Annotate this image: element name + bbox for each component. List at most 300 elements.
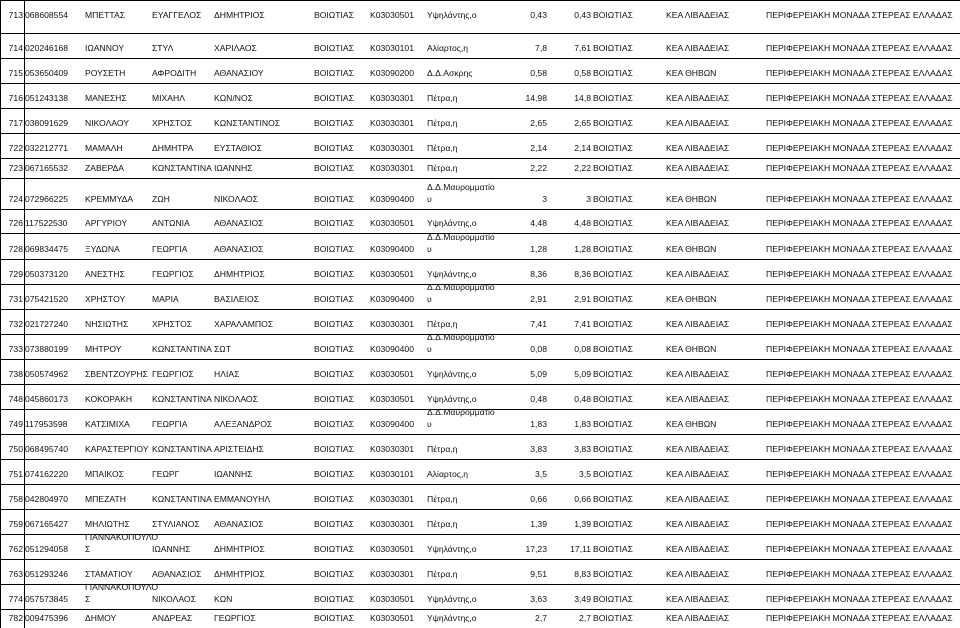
father-name-cell: ΔΗΜΗΤΡΙΟΣ	[214, 544, 265, 554]
area-value-cell: 0,43	[530, 10, 547, 20]
father-name-cell: ΑΘΑΝΑΣΙΟΣ	[214, 218, 264, 228]
first-name-cell: ΧΡΗΣΤΟΣ	[152, 319, 193, 329]
place-cell: Υψηλάντης,ο	[427, 10, 477, 20]
row-id: 717	[8, 118, 23, 128]
kea-office-cell: ΚΕΑ ΛΙΒΑΔΕΙΑΣ	[666, 163, 730, 173]
afm-cell: 050574962	[25, 369, 69, 379]
regional-unit-cell: ΒΟΙΩΤΙΑΣ	[593, 344, 633, 354]
place-cell-wrap: υ	[427, 194, 432, 204]
kea-office-cell: ΚΕΑ ΘΗΒΩΝ	[666, 68, 717, 78]
periphery-cell: ΠΕΡΙΦΕΡΕΙΑΚΗ ΜΟΝΑΔΑ ΣΤΕΡΕΑΣ ΕΛΛΑΔΑΣ	[766, 163, 953, 173]
row-id: 763	[8, 569, 23, 579]
regional-unit-cell: ΒΟΙΩΤΙΑΣ	[593, 294, 633, 304]
regional-unit-cell: ΒΟΙΩΤΙΑΣ	[593, 469, 633, 479]
community-code-cell: K03030501	[370, 218, 414, 228]
row-id: 715	[8, 68, 23, 78]
eligible-value-cell: 3,83	[574, 444, 591, 454]
periphery-cell: ΠΕΡΙΦΕΡΕΙΑΚΗ ΜΟΝΑΔΑ ΣΤΕΡΕΑΣ ΕΛΛΑΔΑΣ	[766, 93, 953, 103]
regional-unit-cell: ΒΟΙΩΤΙΑΣ	[593, 68, 633, 78]
table-row	[0, 284, 960, 309]
eligible-value-cell: 1,83	[574, 419, 591, 429]
kea-office-cell: ΚΕΑ ΛΙΒΑΔΕΙΑΣ	[666, 469, 730, 479]
prefecture-cell: ΒΟΙΩΤΙΑΣ	[314, 143, 354, 153]
surname-cell: ΙΩΑΝΝΟΥ	[85, 43, 125, 53]
eligible-value-cell: 14,8	[574, 93, 591, 103]
eligible-value-cell: 0,58	[574, 68, 591, 78]
eligible-value-cell: 0,43	[574, 10, 591, 20]
community-code-cell: K03090400	[370, 294, 414, 304]
eligible-value-cell: 8,83	[574, 569, 591, 579]
periphery-cell: ΠΕΡΙΦΕΡΕΙΑΚΗ ΜΟΝΑΔΑ ΣΤΕΡΕΑΣ ΕΛΛΑΔΑΣ	[766, 294, 953, 304]
first-name-cell: ΚΩΝΣΤΑΝΤΙΝΑ	[152, 344, 212, 354]
row-id: 726	[8, 218, 23, 228]
afm-cell: 051243138	[25, 93, 69, 103]
periphery-cell: ΠΕΡΙΦΕΡΕΙΑΚΗ ΜΟΝΑΔΑ ΣΤΕΡΕΑΣ ΕΛΛΑΔΑΣ	[766, 519, 953, 529]
community-code-cell: K03030301	[370, 519, 414, 529]
table-row	[0, 584, 960, 609]
eligible-value-cell: 2,91	[574, 294, 591, 304]
kea-office-cell: ΚΕΑ ΛΙΒΑΔΕΙΑΣ	[666, 319, 730, 329]
row-id: 774	[8, 594, 23, 604]
community-code-cell: K03030101	[370, 43, 414, 53]
area-value-cell: 0,08	[530, 344, 547, 354]
father-name-cell: ΓΕΩΡΓΙΟΣ	[214, 613, 256, 623]
kea-office-cell: ΚΕΑ ΘΗΒΩΝ	[666, 244, 717, 254]
community-code-cell: K03030301	[370, 93, 414, 103]
prefecture-cell: ΒΟΙΩΤΙΑΣ	[314, 10, 354, 20]
father-name-cell: ΕΥΣΤΑΘΙΟΣ	[214, 143, 263, 153]
table-row	[0, 459, 960, 484]
afm-cell: 051294058	[25, 544, 69, 554]
area-value-cell: 0,48	[530, 394, 547, 404]
table-row	[0, 359, 960, 384]
surname-cell: ΣΤΑΜΑΤΙΟΥ	[85, 569, 133, 579]
table-row	[0, 334, 960, 359]
first-name-cell: ΓΕΩΡΓ	[152, 469, 180, 479]
father-name-cell: ΝΙΚΟΛΑΟΣ	[214, 194, 258, 204]
first-name-cell: ΙΩΑΝΝΗΣ	[152, 544, 191, 554]
father-name-cell: ΔΗΜΗΤΡΙΟΣ	[214, 10, 265, 20]
area-value-cell: 1,28	[530, 244, 547, 254]
community-code-cell: K03030301	[370, 118, 414, 128]
periphery-cell: ΠΕΡΙΦΕΡΕΙΑΚΗ ΜΟΝΑΔΑ ΣΤΕΡΕΑΣ ΕΛΛΑΔΑΣ	[766, 569, 953, 579]
afm-cell: 021727240	[25, 319, 69, 329]
eligible-value-cell: 8,36	[574, 269, 591, 279]
row-id: 748	[8, 394, 23, 404]
row-id: 733	[8, 344, 23, 354]
table-row	[0, 108, 960, 133]
afm-cell: 068608554	[25, 10, 69, 20]
regional-unit-cell: ΒΟΙΩΤΙΑΣ	[593, 93, 633, 103]
first-name-cell: ΖΩΗ	[152, 194, 170, 204]
place-cell: Πέτρα,η	[427, 494, 458, 504]
kea-office-cell: ΚΕΑ ΛΙΒΑΔΕΙΑΣ	[666, 43, 730, 53]
row-id: 724	[8, 194, 23, 204]
prefecture-cell: ΒΟΙΩΤΙΑΣ	[314, 469, 354, 479]
kea-office-cell: ΚΕΑ ΛΙΒΑΔΕΙΑΣ	[666, 118, 730, 128]
place-cell-wrap: υ	[427, 294, 432, 304]
periphery-cell: ΠΕΡΙΦΕΡΕΙΑΚΗ ΜΟΝΑΔΑ ΣΤΕΡΕΑΣ ΕΛΛΑΔΑΣ	[766, 143, 953, 153]
kea-office-cell: ΚΕΑ ΛΙΒΑΔΕΙΑΣ	[666, 394, 730, 404]
regional-unit-cell: ΒΟΙΩΤΙΑΣ	[593, 594, 633, 604]
row-id: 723	[8, 163, 23, 173]
area-value-cell: 17,23	[525, 544, 547, 554]
area-value-cell: 8,36	[530, 269, 547, 279]
regional-unit-cell: ΒΟΙΩΤΙΑΣ	[593, 494, 633, 504]
prefecture-cell: ΒΟΙΩΤΙΑΣ	[314, 93, 354, 103]
table-row	[0, 434, 960, 459]
father-name-cell: ΔΗΜΗΤΡΙΟΣ	[214, 569, 265, 579]
father-name-cell: ΗΛΙΑΣ	[214, 369, 240, 379]
periphery-cell: ΠΕΡΙΦΕΡΕΙΑΚΗ ΜΟΝΑΔΑ ΣΤΕΡΕΑΣ ΕΛΛΑΔΑΣ	[766, 218, 953, 228]
row-id: 750	[8, 444, 23, 454]
father-name-cell: ΑΘΑΝΑΣΙΟΣ	[214, 519, 264, 529]
area-value-cell: 2,91	[530, 294, 547, 304]
kea-office-cell: ΚΕΑ ΛΙΒΑΔΕΙΑΣ	[666, 218, 730, 228]
area-value-cell: 1,39	[530, 519, 547, 529]
father-name-cell: ΙΩΑΝΝΗΣ	[214, 163, 253, 173]
prefecture-cell: ΒΟΙΩΤΙΑΣ	[314, 444, 354, 454]
row-id: 731	[8, 294, 23, 304]
afm-cell: 074162220	[25, 469, 69, 479]
surname-cell: ΝΙΚΟΛΑΟΥ	[85, 118, 130, 128]
table-row	[0, 178, 960, 209]
regional-unit-cell: ΒΟΙΩΤΙΑΣ	[593, 10, 633, 20]
afm-cell: 038091629	[25, 118, 69, 128]
place-cell: Υψηλάντης,ο	[427, 544, 477, 554]
kea-office-cell: ΚΕΑ ΛΙΒΑΔΕΙΑΣ	[666, 569, 730, 579]
place-cell: Δ.Δ.Μαυρομματίο	[427, 332, 495, 342]
eligible-value-cell: 4,48	[574, 218, 591, 228]
community-code-cell: K03030301	[370, 143, 414, 153]
row-id: 713	[8, 10, 23, 20]
surname-cell-wrap: Σ	[85, 544, 91, 554]
kea-office-cell: ΚΕΑ ΛΙΒΑΔΕΙΑΣ	[666, 10, 730, 20]
area-value-cell: 5,09	[530, 369, 547, 379]
table-row	[0, 0, 960, 25]
community-code-cell: K03030301	[370, 494, 414, 504]
surname-cell: ΜΑΜΑΛΗ	[85, 143, 123, 153]
first-name-cell: ΝΙΚΟΛΑΟΣ	[152, 594, 196, 604]
first-name-cell: ΣΤΥΛΙΑΝΟΣ	[152, 519, 200, 529]
place-cell: Δ.Δ.Μαυρομματίο	[427, 182, 495, 192]
surname-cell: ΝΗΣΙΩΤΗΣ	[85, 319, 129, 329]
row-id: 782	[8, 613, 23, 623]
eligible-value-cell: 3,5	[579, 469, 591, 479]
father-name-cell: ΕΜΜΑΝΟΥΗΛ	[214, 494, 271, 504]
eligible-value-cell: 1,39	[574, 519, 591, 529]
father-name-cell: ΚΩΝΣΤΑΝΤΙΝΟΣ	[214, 118, 281, 128]
table-row	[0, 484, 960, 509]
kea-office-cell: ΚΕΑ ΛΙΒΑΔΕΙΑΣ	[666, 594, 730, 604]
community-code-cell: K03030301	[370, 163, 414, 173]
table-row	[0, 83, 960, 108]
surname-cell: ΣΒΕΝΤΖΟΥΡΗΣ	[85, 369, 148, 379]
periphery-cell: ΠΕΡΙΦΕΡΕΙΑΚΗ ΜΟΝΑΔΑ ΣΤΕΡΕΑΣ ΕΛΛΑΔΑΣ	[766, 369, 953, 379]
area-value-cell: 2,65	[530, 118, 547, 128]
regional-unit-cell: ΒΟΙΩΤΙΑΣ	[593, 519, 633, 529]
table-row	[0, 158, 960, 178]
first-name-cell: ΜΙΧΑΗΛ	[152, 93, 185, 103]
area-value-cell: 3,83	[530, 444, 547, 454]
first-name-cell: ΚΩΝΣΤΑΝΤΙΝΑ	[152, 444, 212, 454]
periphery-cell: ΠΕΡΙΦΕΡΕΙΑΚΗ ΜΟΝΑΔΑ ΣΤΕΡΕΑΣ ΕΛΛΑΔΑΣ	[766, 469, 953, 479]
row-id: 729	[8, 269, 23, 279]
area-value-cell: 7,41	[530, 319, 547, 329]
kea-office-cell: ΚΕΑ ΛΙΒΑΔΕΙΑΣ	[666, 494, 730, 504]
place-cell: Υψηλάντης,ο	[427, 218, 477, 228]
surname-cell: ΓΙΑΝΝΑΚΟΠΟΥΛΟ	[85, 532, 159, 542]
first-name-cell: ΜΑΡΙΑ	[152, 294, 179, 304]
prefecture-cell: ΒΟΙΩΤΙΑΣ	[314, 369, 354, 379]
community-code-cell: K03090200	[370, 68, 414, 78]
first-name-cell: ΧΡΗΣΤΟΣ	[152, 118, 193, 128]
periphery-cell: ΠΕΡΙΦΕΡΕΙΑΚΗ ΜΟΝΑΔΑ ΣΤΕΡΕΑΣ ΕΛΛΑΔΑΣ	[766, 544, 953, 554]
community-code-cell: K03090400	[370, 194, 414, 204]
eligible-value-cell: 2,7	[579, 613, 591, 623]
afm-cell: 072966225	[25, 194, 69, 204]
father-name-cell: ΚΩΝ	[214, 594, 233, 604]
place-cell: Αλίαρτος,η	[427, 43, 469, 53]
regional-unit-cell: ΒΟΙΩΤΙΑΣ	[593, 613, 633, 623]
first-name-cell: ΑΝΤΩΝΙΑ	[152, 218, 190, 228]
area-value-cell: 2,14	[530, 143, 547, 153]
prefecture-cell: ΒΟΙΩΤΙΑΣ	[314, 613, 354, 623]
surname-cell: ΞΥΔΩΝΑ	[85, 244, 120, 254]
area-value-cell: 4,48	[530, 218, 547, 228]
row-id: 759	[8, 519, 23, 529]
community-code-cell: K03030301	[370, 444, 414, 454]
surname-cell: ΜΑΝΕΣΗΣ	[85, 93, 127, 103]
community-code-cell: K03030501	[370, 594, 414, 604]
periphery-cell: ΠΕΡΙΦΕΡΕΙΑΚΗ ΜΟΝΑΔΑ ΣΤΕΡΕΑΣ ΕΛΛΑΔΑΣ	[766, 10, 953, 20]
area-value-cell: 3,63	[530, 594, 547, 604]
eligible-value-cell: 2,22	[574, 163, 591, 173]
place-cell: Πέτρα,η	[427, 444, 458, 454]
row-id: 732	[8, 319, 23, 329]
surname-cell: ΧΡΗΣΤΟΥ	[85, 294, 126, 304]
afm-cell: 117522530	[25, 218, 68, 228]
row-id: 722	[8, 143, 23, 153]
afm-cell: 032212771	[25, 143, 69, 153]
afm-cell: 117953598	[25, 419, 68, 429]
prefecture-cell: ΒΟΙΩΤΙΑΣ	[314, 494, 354, 504]
table-row	[0, 58, 960, 83]
kea-office-cell: ΚΕΑ ΛΙΒΑΔΕΙΑΣ	[666, 519, 730, 529]
place-cell: Πέτρα,η	[427, 519, 458, 529]
regional-unit-cell: ΒΟΙΩΤΙΑΣ	[593, 43, 633, 53]
first-name-cell: ΓΕΩΡΓΙΟΣ	[152, 269, 194, 279]
place-cell: Πέτρα,η	[427, 143, 458, 153]
table-row	[0, 509, 960, 534]
eligible-value-cell: 5,09	[574, 369, 591, 379]
afm-cell: 051293246	[25, 569, 69, 579]
community-code-cell: K03030101	[370, 469, 414, 479]
place-cell: Αλίαρτος,η	[427, 469, 469, 479]
prefecture-cell: ΒΟΙΩΤΙΑΣ	[314, 218, 354, 228]
area-value-cell: 2,7	[535, 613, 547, 623]
periphery-cell: ΠΕΡΙΦΕΡΕΙΑΚΗ ΜΟΝΑΔΑ ΣΤΕΡΕΑΣ ΕΛΛΑΔΑΣ	[766, 344, 953, 354]
place-cell-wrap: υ	[427, 344, 432, 354]
prefecture-cell: ΒΟΙΩΤΙΑΣ	[314, 269, 354, 279]
periphery-cell: ΠΕΡΙΦΕΡΕΙΑΚΗ ΜΟΝΑΔΑ ΣΤΕΡΕΑΣ ΕΛΛΑΔΑΣ	[766, 394, 953, 404]
regional-unit-cell: ΒΟΙΩΤΙΑΣ	[593, 218, 633, 228]
row-id: 728	[8, 244, 23, 254]
first-name-cell: ΓΕΩΡΓΙΟΣ	[152, 369, 194, 379]
regional-unit-cell: ΒΟΙΩΤΙΑΣ	[593, 319, 633, 329]
first-name-cell: ΚΩΝΣΤΑΝΤΙΝΑ	[152, 394, 212, 404]
community-code-cell: K03030501	[370, 10, 414, 20]
eligible-value-cell: 7,41	[574, 319, 591, 329]
regional-unit-cell: ΒΟΙΩΤΙΑΣ	[593, 194, 633, 204]
community-code-cell: K03030501	[370, 269, 414, 279]
surname-cell: ΖΑΒΕΡΔΑ	[85, 163, 125, 173]
afm-cell: 009475396	[25, 613, 69, 623]
father-name-cell: ΙΩΑΝΝΗΣ	[214, 469, 253, 479]
prefecture-cell: ΒΟΙΩΤΙΑΣ	[314, 519, 354, 529]
prefecture-cell: ΒΟΙΩΤΙΑΣ	[314, 544, 354, 554]
table-row	[0, 384, 960, 409]
place-cell: Υψηλάντης,ο	[427, 394, 477, 404]
regional-unit-cell: ΒΟΙΩΤΙΑΣ	[593, 369, 633, 379]
area-value-cell: 1,83	[530, 419, 547, 429]
periphery-cell: ΠΕΡΙΦΕΡΕΙΑΚΗ ΜΟΝΑΔΑ ΣΤΕΡΕΑΣ ΕΛΛΑΔΑΣ	[766, 43, 953, 53]
father-name-cell: ΣΩΤ	[214, 344, 231, 354]
kea-office-cell: ΚΕΑ ΛΙΒΑΔΕΙΑΣ	[666, 369, 730, 379]
prefecture-cell: ΒΟΙΩΤΙΑΣ	[314, 319, 354, 329]
afm-cell: 067165427	[25, 519, 69, 529]
prefecture-cell: ΒΟΙΩΤΙΑΣ	[314, 294, 354, 304]
regional-unit-cell: ΒΟΙΩΤΙΑΣ	[593, 544, 633, 554]
place-cell: Πέτρα,η	[427, 319, 458, 329]
surname-cell: ΓΙΑΝΝΑΚΟΠΟΥΛΟ	[85, 582, 159, 592]
periphery-cell: ΠΕΡΙΦΕΡΕΙΑΚΗ ΜΟΝΑΔΑ ΣΤΕΡΕΑΣ ΕΛΛΑΔΑΣ	[766, 594, 953, 604]
surname-cell: ΜΠΑΙΚΟΣ	[85, 469, 124, 479]
father-name-cell: ΑΛΕΞΑΝΔΡΟΣ	[214, 419, 273, 429]
community-code-cell: K03030501	[370, 394, 414, 404]
prefecture-cell: ΒΟΙΩΤΙΑΣ	[314, 163, 354, 173]
afm-cell: 053650409	[25, 68, 69, 78]
surname-cell: ΚΟΚΟΡΑΚΗ	[85, 394, 133, 404]
first-name-cell: ΓΕΩΡΓΙΑ	[152, 419, 188, 429]
row-id: 751	[8, 469, 23, 479]
periphery-cell: ΠΕΡΙΦΕΡΕΙΑΚΗ ΜΟΝΑΔΑ ΣΤΕΡΕΑΣ ΕΛΛΑΔΑΣ	[766, 494, 953, 504]
community-code-cell: K03030501	[370, 544, 414, 554]
regional-unit-cell: ΒΟΙΩΤΙΑΣ	[593, 444, 633, 454]
place-cell: Πέτρα,η	[427, 163, 458, 173]
community-code-cell: K03090400	[370, 344, 414, 354]
prefecture-cell: ΒΟΙΩΤΙΑΣ	[314, 394, 354, 404]
row-id: 716	[8, 93, 23, 103]
area-value-cell: 14,98	[525, 93, 547, 103]
community-code-cell: K03090400	[370, 244, 414, 254]
kea-office-cell: ΚΕΑ ΛΙΒΑΔΕΙΑΣ	[666, 269, 730, 279]
afm-cell: 057573845	[25, 594, 69, 604]
surname-cell: ΜΠΕΖΑΤΗ	[85, 494, 126, 504]
kea-office-cell: ΚΕΑ ΛΙΒΑΔΕΙΑΣ	[666, 444, 730, 454]
surname-cell: ΡΟΥΣΕΤΗ	[85, 68, 126, 78]
afm-cell: 020246168	[25, 43, 69, 53]
regional-unit-cell: ΒΟΙΩΤΙΑΣ	[593, 419, 633, 429]
area-value-cell: 3,5	[535, 469, 547, 479]
regional-unit-cell: ΒΟΙΩΤΙΑΣ	[593, 394, 633, 404]
table-row	[0, 233, 960, 259]
place-cell-wrap: υ	[427, 419, 432, 429]
eligible-value-cell: 0,48	[574, 394, 591, 404]
surname-cell: ΜΠΕΤΤΑΣ	[85, 10, 126, 20]
surname-cell: ΔΗΜΟΥ	[85, 613, 117, 623]
father-name-cell: ΑΡΙΣΤΕΙΔΗΣ	[214, 444, 264, 454]
place-cell: Δ.Δ.Μαυρομματίο	[427, 232, 495, 242]
table-row	[0, 609, 960, 628]
place-cell: Πέτρα,η	[427, 93, 458, 103]
kea-office-cell: ΚΕΑ ΘΗΒΩΝ	[666, 344, 717, 354]
table-row	[0, 209, 960, 233]
prefecture-cell: ΒΟΙΩΤΙΑΣ	[314, 344, 354, 354]
eligible-value-cell: 2,65	[574, 118, 591, 128]
kea-office-cell: ΚΕΑ ΛΙΒΑΔΕΙΑΣ	[666, 544, 730, 554]
row-id: 762	[8, 544, 23, 554]
area-value-cell: 2,22	[530, 163, 547, 173]
place-cell: Δ.Δ.Μαυρομματίο	[427, 407, 495, 417]
place-cell: Υψηλάντης,ο	[427, 269, 477, 279]
father-name-cell: ΚΩΝ/ΝΟΣ	[214, 93, 253, 103]
periphery-cell: ΠΕΡΙΦΕΡΕΙΑΚΗ ΜΟΝΑΔΑ ΣΤΕΡΕΑΣ ΕΛΛΑΔΑΣ	[766, 118, 953, 128]
kea-office-cell: ΚΕΑ ΛΙΒΑΔΕΙΑΣ	[666, 93, 730, 103]
father-name-cell: ΑΘΑΝΑΣΙΟΥ	[214, 68, 264, 78]
prefecture-cell: ΒΟΙΩΤΙΑΣ	[314, 194, 354, 204]
periphery-cell: ΠΕΡΙΦΕΡΕΙΑΚΗ ΜΟΝΑΔΑ ΣΤΕΡΕΑΣ ΕΛΛΑΔΑΣ	[766, 269, 953, 279]
community-code-cell: K03030501	[370, 369, 414, 379]
row-id: 738	[8, 369, 23, 379]
surname-cell-wrap: Σ	[85, 594, 91, 604]
first-name-cell: ΑΝΔΡΕΑΣ	[152, 613, 193, 623]
eligible-value-cell: 0,08	[574, 344, 591, 354]
first-name-cell: ΑΦΡΟΔΙΤΗ	[152, 68, 197, 78]
first-name-cell: ΣΤΥΛ	[152, 43, 174, 53]
first-name-cell: ΑΘΑΝΑΣΙΟΣ	[152, 569, 202, 579]
place-cell: Πέτρα,η	[427, 569, 458, 579]
surname-cell: ΑΡΓΥΡΙΟΥ	[85, 218, 128, 228]
area-value-cell: 9,51	[530, 569, 547, 579]
kea-office-cell: ΚΕΑ ΘΗΒΩΝ	[666, 419, 717, 429]
periphery-cell: ΠΕΡΙΦΕΡΕΙΑΚΗ ΜΟΝΑΔΑ ΣΤΕΡΕΑΣ ΕΛΛΑΔΑΣ	[766, 194, 953, 204]
community-code-cell: K03090400	[370, 419, 414, 429]
place-cell: Υψηλάντης,ο	[427, 613, 477, 623]
eligible-value-cell: 0,66	[574, 494, 591, 504]
afm-cell: 067165532	[25, 163, 69, 173]
afm-cell: 068495740	[25, 444, 69, 454]
surname-cell: ΚΑΤΣΙΜΙΧΑ	[85, 419, 130, 429]
father-name-cell: ΝΙΚΟΛΑΟΣ	[214, 394, 258, 404]
afm-cell: 045860173	[25, 394, 69, 404]
community-code-cell: K03030301	[370, 569, 414, 579]
eligible-value-cell: 7,61	[574, 43, 591, 53]
row-id: 749	[8, 419, 23, 429]
place-cell: Υψηλάντης,ο	[427, 369, 477, 379]
eligible-value-cell: 3,49	[574, 594, 591, 604]
kea-office-cell: ΚΕΑ ΛΙΒΑΔΕΙΑΣ	[666, 613, 730, 623]
regional-unit-cell: ΒΟΙΩΤΙΑΣ	[593, 143, 633, 153]
area-value-cell: 7,8	[535, 43, 547, 53]
table-row	[0, 559, 960, 584]
afm-cell: 042804970	[25, 494, 69, 504]
table-row	[0, 133, 960, 158]
surname-cell: ΜΗΤΡΟΥ	[85, 344, 122, 354]
eligible-value-cell: 1,28	[574, 244, 591, 254]
afm-cell: 073880199	[25, 344, 69, 354]
prefecture-cell: ΒΟΙΩΤΙΑΣ	[314, 43, 354, 53]
